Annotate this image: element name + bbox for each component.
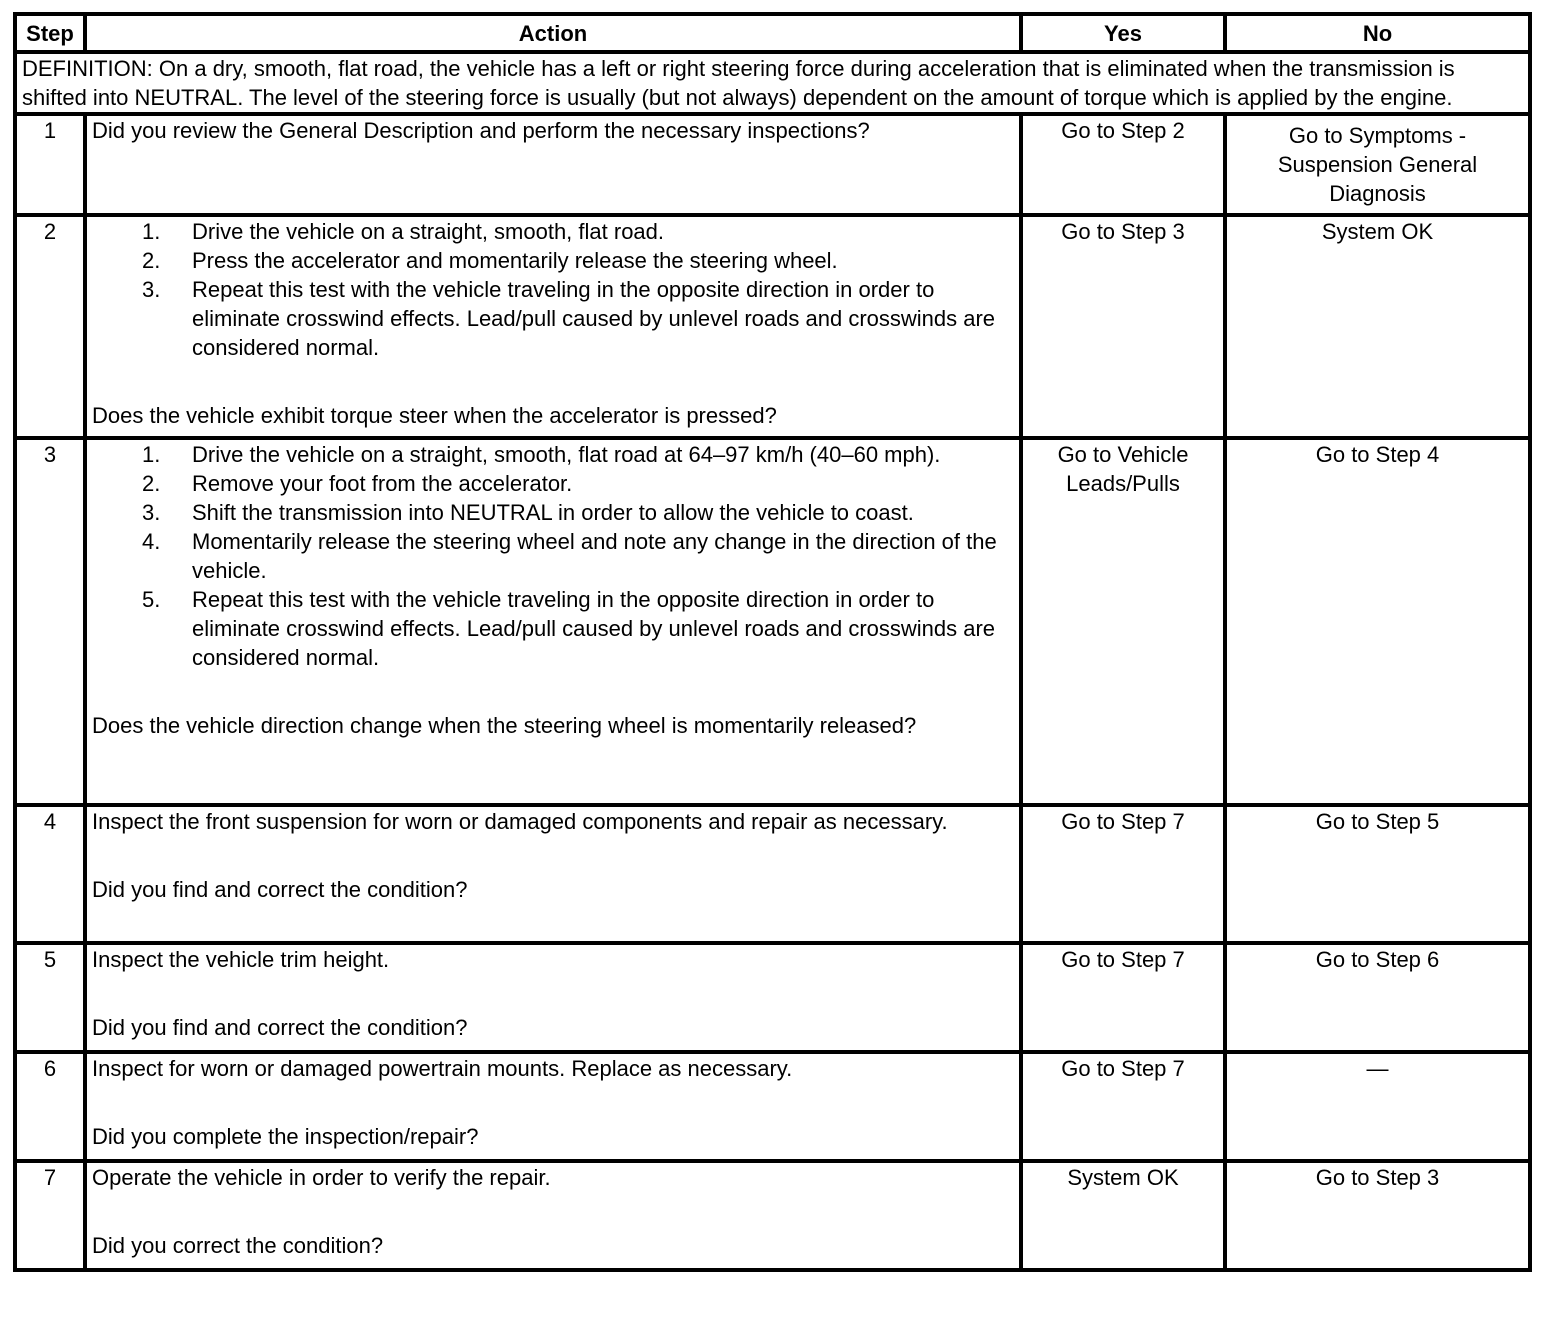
header-yes: Yes: [1021, 14, 1225, 52]
step-row: [15, 215, 1530, 438]
step-number: 7: [15, 1161, 85, 1270]
step-number: 5: [15, 943, 85, 1052]
action-intro: Inspect for worn or damaged powertrain mounts. Replace as necessary.: [92, 1056, 793, 1081]
yes-result: Go to Step 7: [1021, 1052, 1225, 1161]
step-row: [15, 1161, 1530, 1270]
diagnostic-table: [13, 12, 1532, 1272]
yes-result: Go to Vehicle Leads/Pulls: [1021, 438, 1225, 805]
action-cell: [85, 1161, 1021, 1270]
action-question: Does the vehicle direction change when the steering wheel is momentarily released?: [92, 713, 917, 738]
action-intro: Inspect the front suspension for worn or damaged components and repair as necessary.: [92, 809, 948, 834]
action-step-item: Repeat this test with the vehicle traveling in the opposite direction in order to eliminate crosswind effects. Lead/pull caused by unlevel roads and crosswinds are considered normal.: [192, 277, 996, 360]
yes-result: Go to Step 7: [1021, 943, 1225, 1052]
step-row: [15, 114, 1530, 215]
action-cell: [85, 943, 1021, 1052]
action-cell: [85, 438, 1021, 805]
step-number: 3: [15, 438, 85, 805]
header-no: No: [1225, 14, 1530, 52]
header-step: Step: [15, 14, 85, 52]
action-question: Did you correct the condition?: [92, 1233, 384, 1258]
definition-row: [15, 52, 1530, 114]
step-row: [15, 805, 1530, 943]
step-number: 6: [15, 1052, 85, 1161]
yes-result: Go to Step 7: [1021, 805, 1225, 943]
action-question: Does the vehicle exhibit torque steer when the accelerator is pressed?: [92, 403, 777, 428]
definition-text: DEFINITION: On a dry, smooth, flat road, the vehicle has a left or right steering force during acceleration that is eliminated when the transmission is shifted into NEUTRAL. The level of the steering force is usually (but not always) dependent on the amount of torque which is applied by the engine.: [15, 52, 1530, 114]
action-step-item: Repeat this test with the vehicle traveling in the opposite direction in order to eliminate crosswind effects. Lead/pull caused by unlevel roads and crosswinds are considered normal.: [192, 587, 996, 670]
no-result: Go to Step 4: [1225, 438, 1530, 805]
action-step-item: Drive the vehicle on a straight, smooth, flat road.: [192, 219, 665, 244]
action-intro: Did you review the General Description and perform the necessary inspections?: [92, 118, 870, 143]
no-result: Go to Symptoms - Suspension General Diagnosis: [1225, 114, 1530, 215]
action-question: Did you complete the inspection/repair?: [92, 1124, 479, 1149]
action-step-item: Remove your foot from the accelerator.: [192, 471, 573, 496]
step-number: 2: [15, 215, 85, 438]
no-result: Go to Step 3: [1225, 1161, 1530, 1270]
action-step-item: Shift the transmission into NEUTRAL in order to allow the vehicle to coast.: [192, 500, 914, 525]
action-intro: Inspect the vehicle trim height.: [92, 947, 390, 972]
step-row: [15, 1052, 1530, 1161]
action-step-item: Press the accelerator and momentarily release the steering wheel.: [192, 248, 838, 273]
action-cell: [85, 805, 1021, 943]
action-cell: [85, 1052, 1021, 1161]
action-step-item: Momentarily release the steering wheel and note any change in the direction of the vehicle.: [192, 529, 997, 583]
step-row: [15, 438, 1530, 805]
action-cell: [85, 114, 1021, 215]
yes-result: System OK: [1021, 1161, 1225, 1270]
action-steps: [92, 440, 1014, 672]
action-steps: [92, 217, 1014, 362]
no-result: —: [1225, 1052, 1530, 1161]
header-action: Action: [85, 14, 1021, 52]
action-intro: Operate the vehicle in order to verify the repair.: [92, 1165, 551, 1190]
header-row: [15, 14, 1530, 52]
action-question: Did you find and correct the condition?: [92, 1015, 468, 1040]
no-result: Go to Step 6: [1225, 943, 1530, 1052]
action-question: Did you find and correct the condition?: [92, 877, 468, 902]
yes-result: Go to Step 2: [1021, 114, 1225, 215]
yes-result: Go to Step 3: [1021, 215, 1225, 438]
step-row: [15, 943, 1530, 1052]
no-result: System OK: [1225, 215, 1530, 438]
no-result: Go to Step 5: [1225, 805, 1530, 943]
step-number: 4: [15, 805, 85, 943]
action-cell: [85, 215, 1021, 438]
action-step-item: Drive the vehicle on a straight, smooth, flat road at 64–97 km/h (40–60 mph).: [192, 442, 941, 467]
step-number: 1: [15, 114, 85, 215]
